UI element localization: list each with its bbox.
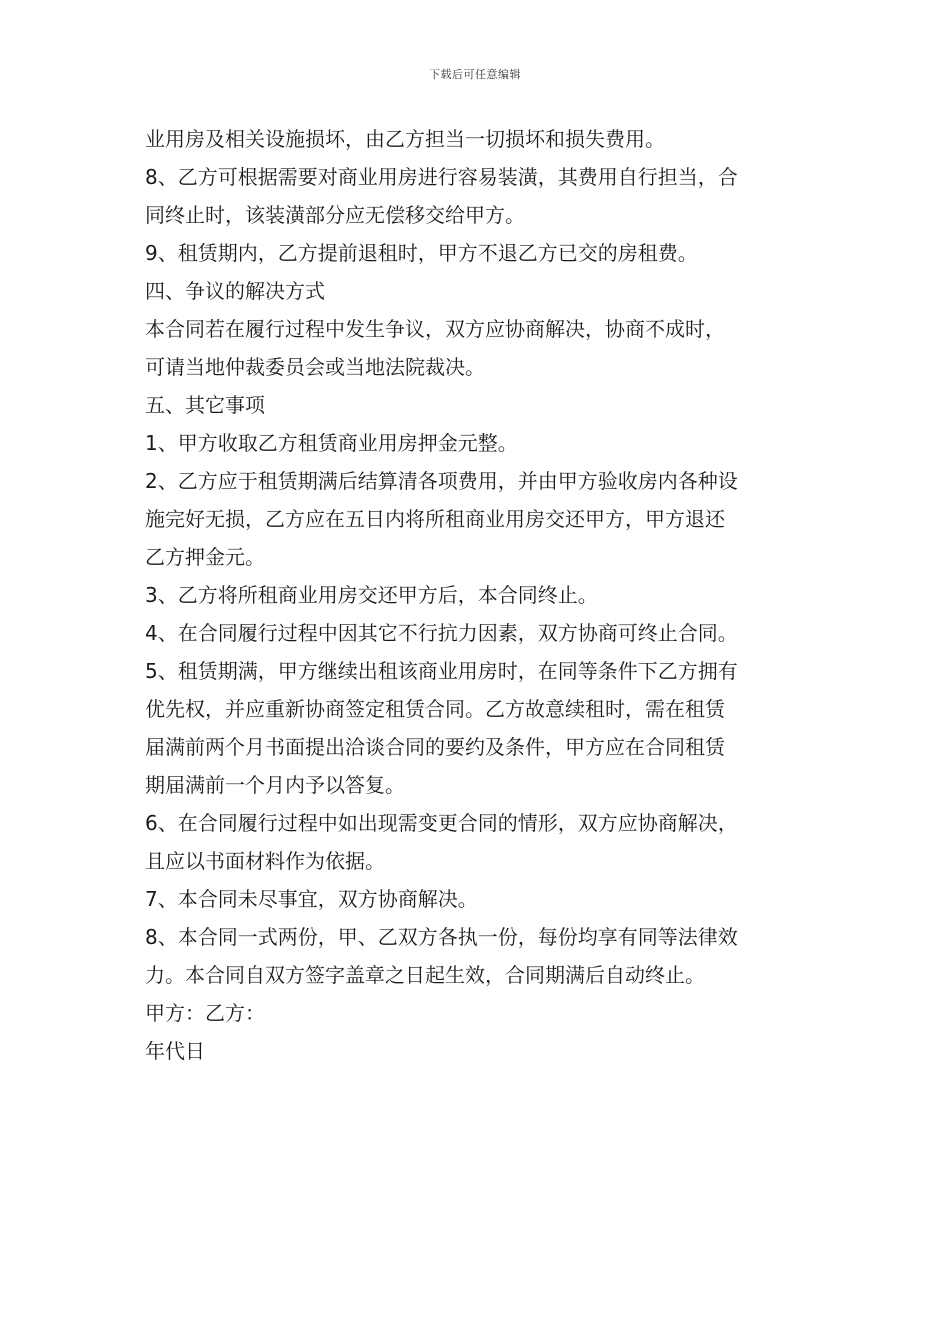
text-line: 8、乙方可根据需要对商业用房进行容易装潢，其费用自行担当，合 bbox=[145, 165, 738, 189]
text-line: 业用房及相关设施损坏，由乙方担当一切损坏和损失费用。 bbox=[145, 127, 665, 151]
signature-line: 甲方：乙方： bbox=[145, 1001, 265, 1025]
text-line: 期届满前一个月内予以答复。 bbox=[145, 773, 405, 797]
text-line: 5、租赁期满，甲方继续出租该商业用房时，在同等条件下乙方拥有 bbox=[145, 659, 738, 683]
text-line: 施完好无损，乙方应在五日内将所租商业用房交还甲方，甲方退还 bbox=[145, 507, 725, 531]
text-line: 4、在合同履行过程中因其它不行抗力因素，双方协商可终止合同。 bbox=[145, 621, 738, 645]
page-header: 下载后可任意编辑 bbox=[429, 68, 521, 81]
text-line: 6、在合同履行过程中如出现需变更合同的情形，双方应协商解决， bbox=[145, 811, 738, 835]
text-line: 乙方押金元。 bbox=[145, 545, 265, 569]
section-heading: 四、争议的解决方式 bbox=[145, 279, 325, 303]
text-line: 可请当地仲裁委员会或当地法院裁决。 bbox=[145, 355, 485, 379]
text-line: 优先权，并应重新协商签定租赁合同。乙方故意续租时，需在租赁 bbox=[145, 697, 725, 721]
text-line: 力。本合同自双方签字盖章之日起生效，合同期满后自动终止。 bbox=[145, 963, 705, 987]
text-line: 8、本合同一式两份，甲、乙双方各执一份，每份均享有同等法律效 bbox=[145, 925, 738, 949]
text-line: 2、乙方应于租赁期满后结算清各项费用，并由甲方验收房内各种设 bbox=[145, 469, 738, 493]
text-line: 届满前两个月书面提出洽谈合同的要约及条件，甲方应在合同租赁 bbox=[145, 735, 725, 759]
text-line: 本合同若在履行过程中发生争议，双方应协商解决，协商不成时， bbox=[145, 317, 725, 341]
text-line: 1、甲方收取乙方租赁商业用房押金元整。 bbox=[145, 431, 518, 455]
date-line: 年代日 bbox=[145, 1039, 205, 1063]
document-body bbox=[145, 120, 810, 1070]
text-line: 9、租赁期内，乙方提前退租时，甲方不退乙方已交的房租费。 bbox=[145, 241, 698, 265]
text-line: 3、乙方将所租商业用房交还甲方后，本合同终止。 bbox=[145, 583, 598, 607]
text-line: 7、本合同未尽事宜，双方协商解决。 bbox=[145, 887, 478, 911]
section-heading: 五、其它事项 bbox=[145, 393, 265, 417]
text-line: 同终止时，该装潢部分应无偿移交给甲方。 bbox=[145, 203, 525, 227]
text-line: 且应以书面材料作为依据。 bbox=[145, 849, 385, 873]
